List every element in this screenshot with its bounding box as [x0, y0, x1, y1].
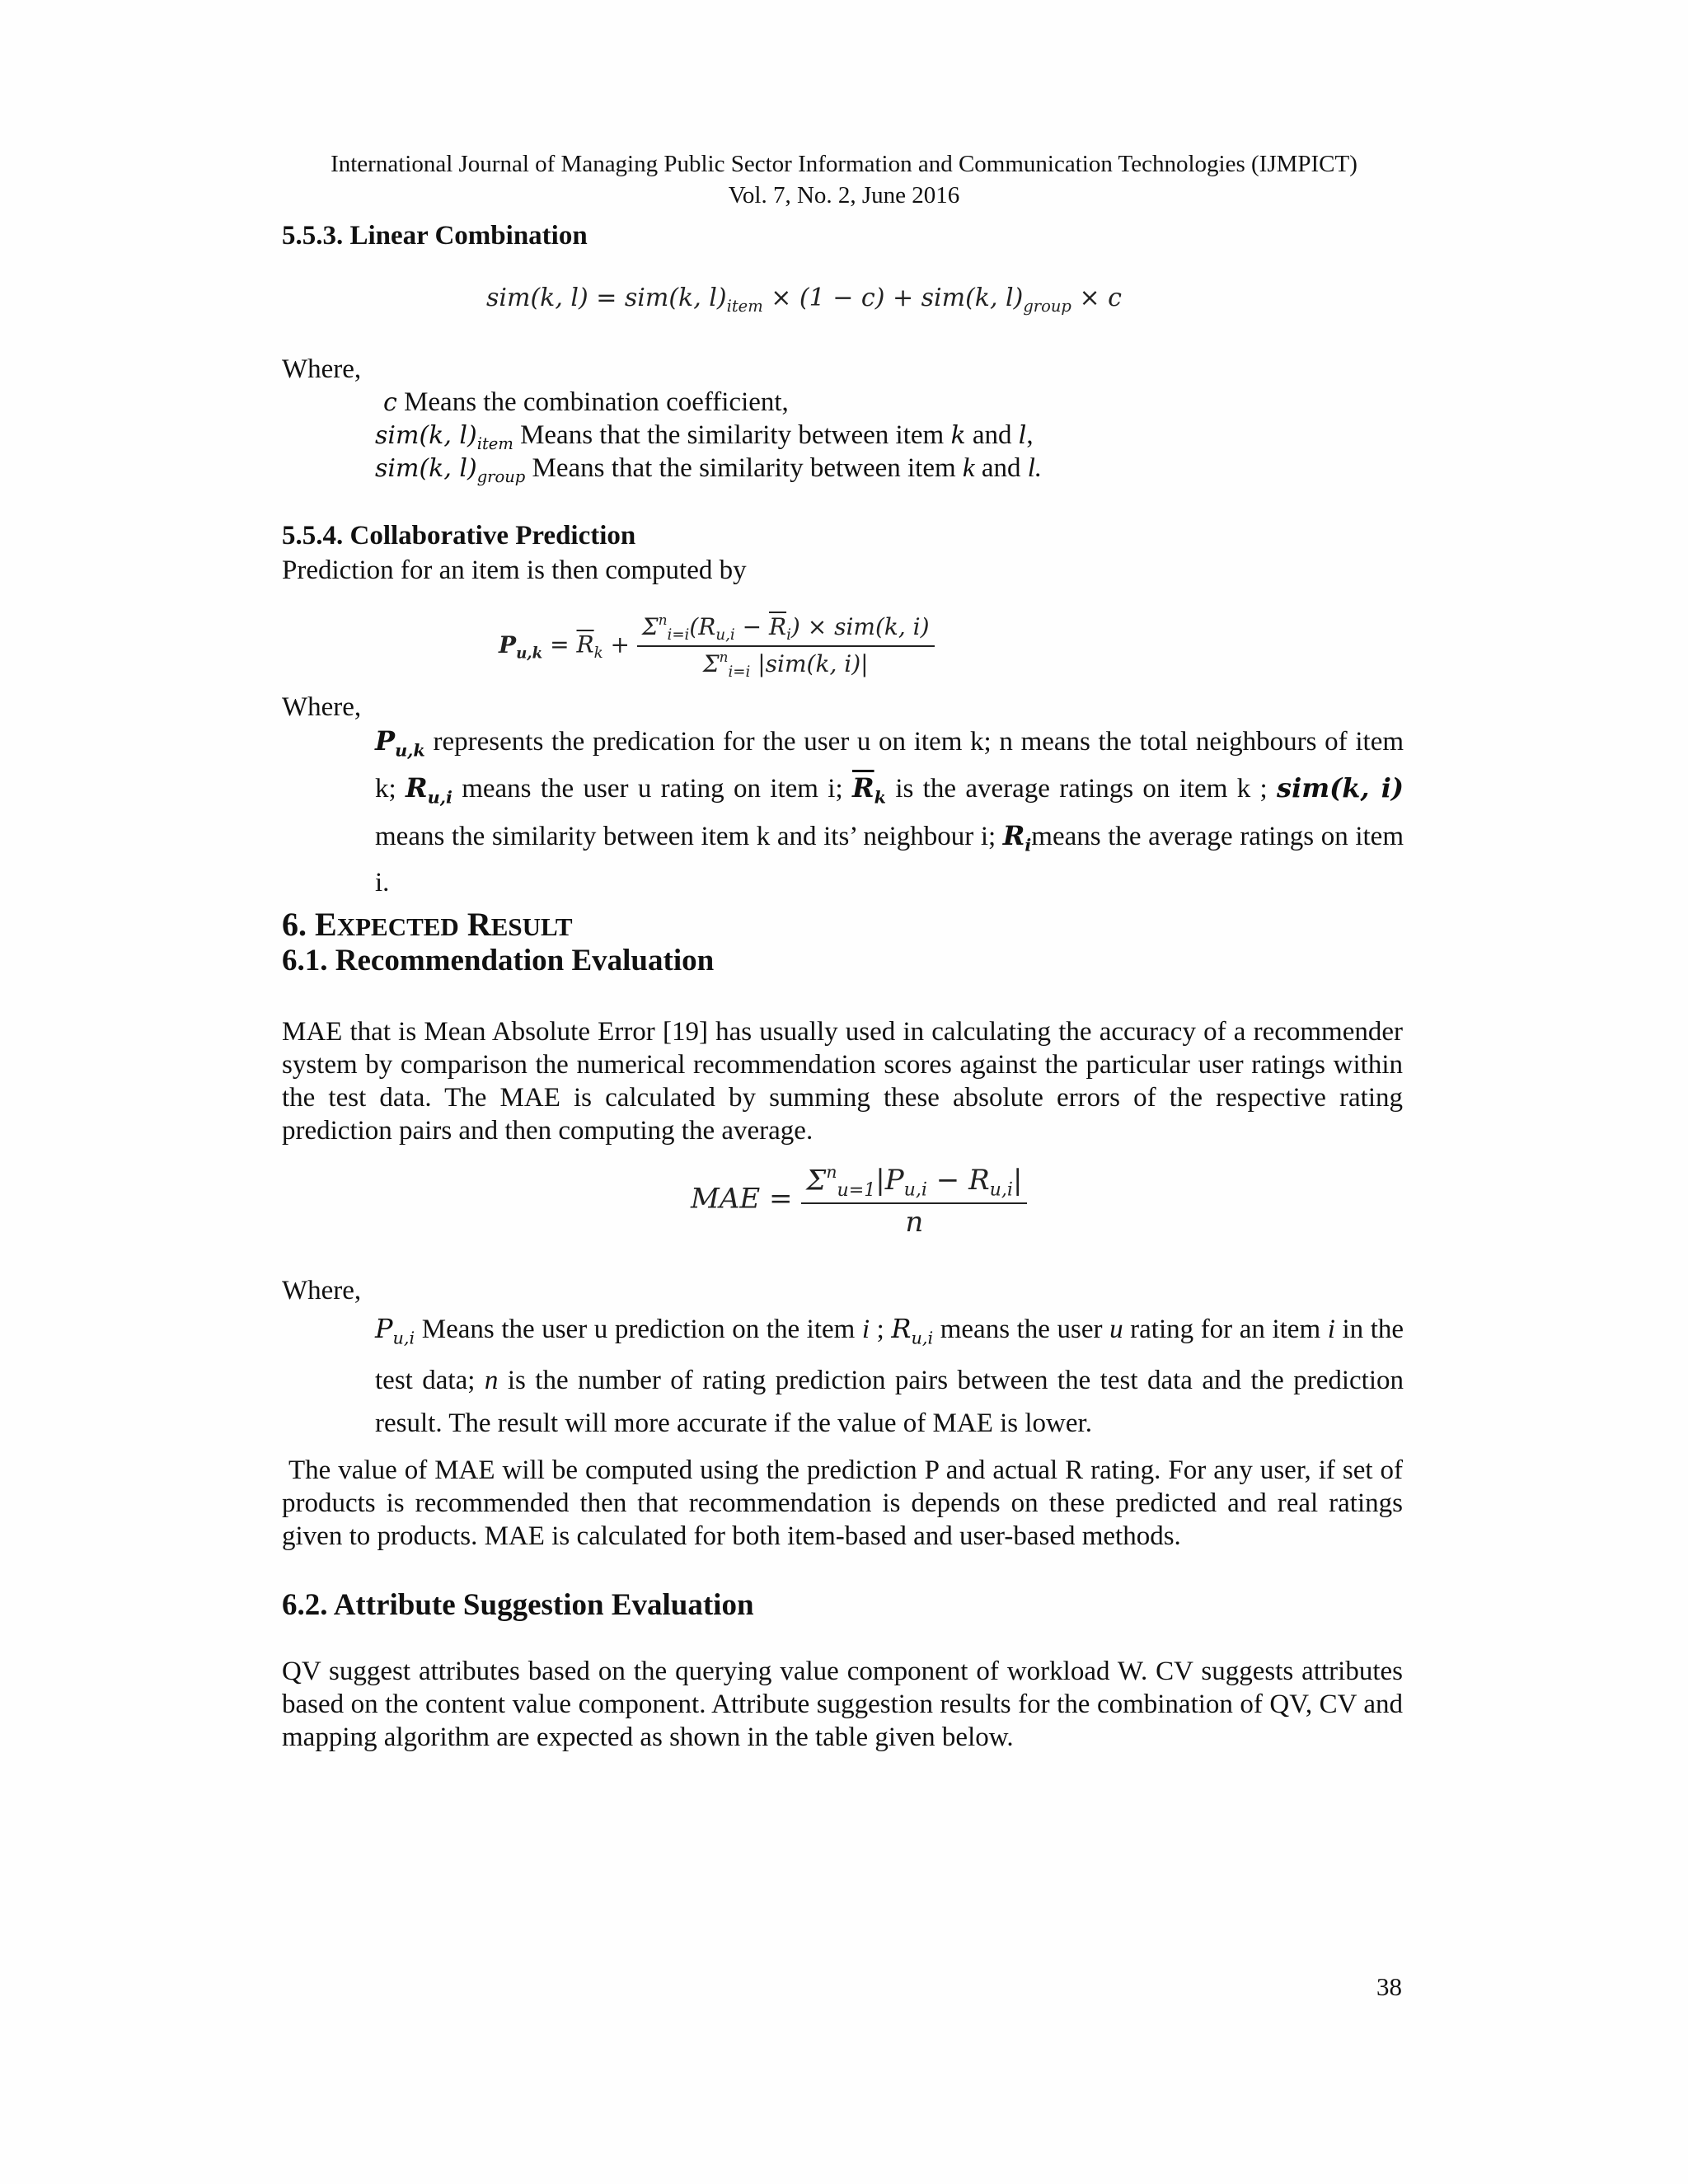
def-rui-mae-text: means the user	[940, 1315, 1103, 1344]
definition-sim-item-and: and	[972, 420, 1012, 450]
page-number: 38	[1376, 1972, 1402, 2001]
equation-linear-combination: sim(k, l) = sim(k, $l)_{item} \times (1 - c) + sim(k$, $l)_{group} \times c$	[486, 284, 1122, 316]
running-header	[0, 148, 1688, 211]
definition-sim-item: sim(k, $l)_{item}$ Means that the similarity between item k and l,	[375, 420, 1034, 453]
prediction-intro: Prediction for an item is then computed by	[282, 555, 747, 585]
paragraph-mae-2: The value of MAE will be computed using the prediction P and actual R rating. For any user, if set of products is recommended then that recommendation is depends on these predicted and real ratings given to products. MAE is calculated for both item-based and user-based methods.	[282, 1455, 1403, 1551]
section-heading-6: 6. EXPECTED RESULT	[282, 906, 573, 943]
def-rating-text: rating for an item	[1130, 1315, 1321, 1344]
where-label-3: Where,	[282, 1276, 362, 1305]
prediction-definitions: $P_{u,k}$ represents the predication for the user u on item k; n means the total neighbours of item k; $R_{u,i}$ means the user u rating on item i; $\overline{R}_k$ is the average ratings on item k ; sim(k, i) means the similarity between item k and its’ neighbour i; $R_imeans$ the average ratings on item i.	[375, 725, 1404, 898]
def-rk-text: is the average ratings on item k ;	[895, 774, 1268, 804]
def-testdata-text: in the test data;	[375, 1315, 1404, 1396]
paragraph-attribute: QV suggest attributes based on the querying value component of workload W. CV suggests attributes based on the content value component. Attribute suggestion results for the combination of QV, CV and mapping algorithm are expected as shown in the table given below.	[282, 1657, 1403, 1752]
def-pk-text: represents the predication for the user u on item k; n means the total neighbours of item k;	[375, 727, 1404, 804]
definition-c: c Means the combination coefficient,	[383, 387, 789, 417]
where-label-1: Where,	[282, 354, 362, 384]
definition-sim-group-and: and	[981, 453, 1021, 483]
section-heading-6-2: 6.2. Attribute Suggestion Evaluation	[282, 1588, 754, 1622]
def-n-text: is the number of rating prediction pairs between the test data and the prediction result. The result will more accurate if the value of MAE is lower.	[375, 1366, 1404, 1439]
equation-mae: MAE = $\frac{\Sigma^n_{u=1}|P_{u,i} - R_{u,i}|}{n}$	[691, 1162, 1027, 1239]
paragraph-mae: MAE that is Mean Absolute Error [19] has usually used in calculating the accuracy of a recommender system by comparison the numerical recommendation scores against the particular user ratings within the test data. The MAE is calculated by summing these absolute errors of the respective rating prediction pairs and then computing the average.	[282, 1017, 1403, 1146]
def-ri-text: means the average ratings on item i.	[375, 821, 1404, 898]
where-label-2: Where,	[282, 692, 362, 722]
definition-sim-group-text: Means that the similarity between item	[532, 453, 956, 483]
journal-volume: Vol. 7, No. 2, June 2016	[728, 182, 960, 209]
def-pui-text: Means the user u prediction on the item	[421, 1315, 856, 1344]
mae-definitions: $P_{u,i}$ Means the user u prediction on the item i ; $R_{u,i}$ means the user u rating for an item i in the test data; n is the number of rating prediction pairs between the test data and the prediction result. The result will more accurate if the value of MAE is lower.	[375, 1313, 1404, 1439]
def-sim-text: means the similarity between item k and its’ neighbour i;	[375, 821, 996, 851]
section-heading-5-5-4: 5.5.4. Collaborative Prediction	[282, 521, 636, 551]
journal-title: International Journal of Managing Public Sector Information and Communication Technologies (IJMPICT)	[331, 151, 1357, 177]
def-rui-text: means the user u rating on item i;	[462, 774, 843, 804]
section-heading-6-1: 6.1. Recommendation Evaluation	[282, 944, 715, 977]
definition-sim-group: sim(k, $l)_{group}$ Means that the similarity between item k and l.	[375, 453, 1043, 486]
definition-c-text: Means the combination coefficient,	[404, 387, 789, 417]
section-heading-5-5-3: 5.5.3. Linear Combination	[282, 221, 588, 251]
equation-prediction: $P_{u,k} = \overline{R}_k$ + $\frac{\Sigma^n_{i=i}(R_{u,i} - \overline{R}_i) \times sim(k, i)}{\Sigma^n_{i=i} |sim(k, i)|}$	[499, 612, 935, 681]
definition-sim-item-text: Means that the similarity between item	[520, 420, 945, 450]
